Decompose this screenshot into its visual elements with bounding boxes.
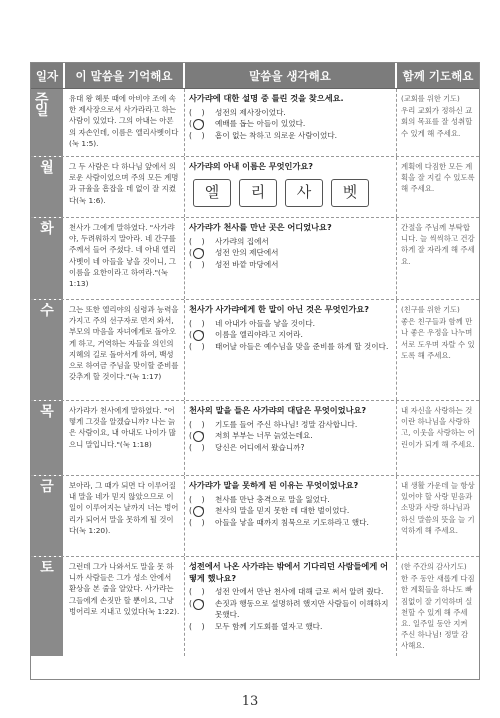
prayer-topic: (교회를 위한 기도) [401,94,460,103]
answer-blank[interactable]: ( ) [189,107,205,117]
answer-blank[interactable]: ( ) [189,130,205,140]
quiz-cell [185,557,397,656]
answer-text: 아들을 낳을 때까지 침묵으로 기도하라고 했다. [215,517,369,527]
answer-blank[interactable]: ( ) [189,318,205,328]
prayer-body: 우리 교회가 정하신 교회의 목표를 잘 성취할 수 있게 해 주세요. [401,106,473,138]
prayer-body: 한 주 동안 새롭게 다짐한 계획들을 하나도 빠짐없이 잘 기억하며 실천할 수 있게 해 주세요. 일주일 동안 지켜 주신 하나님! 정말 감사해요. [401,574,475,651]
scripture-text: 보아라, 그 때가 되면 다 이루어질 내 말을 네가 믿지 않았으므로 이 일이 이루어지는 날까지 너는 벙어리가 되어서 말을 못하게 될 것이다(눅 1:20). [65,476,185,556]
answer-blank[interactable]: ( ) [189,118,215,130]
quiz-question: 사가랴가 말을 못하게 된 이유는 무엇이었나요? [189,480,359,490]
quiz-cell [185,401,397,475]
answer-blank[interactable]: ( ) [189,419,205,429]
answer-option [189,442,392,454]
table-row [31,157,479,218]
prayer-body: 내 생활 가운데 늘 항상 있어야 할 사랑 믿음과 소망과 사랑 하나님과 하신 말씀의 뜻을 늘 기억하게 해 주세요. [401,481,475,535]
prayer-body: 내 자신을 사랑하는 것이란 하나님을 사랑하고, 이웃을 사랑하는 어린이가 되게 해 주세요. [401,406,475,449]
answer-option [189,259,392,271]
name-letter-box: 사 [285,179,323,207]
answer-option [189,118,392,130]
prayer-body: 계획에 다짐한 모든 계획을 잘 지킬 수 있도록 해 주세요. [401,162,475,194]
answer-blank[interactable]: ( ) [189,430,215,442]
answer-option [189,318,392,330]
answer-text: 모두 함께 기도회를 열자고 했다. [215,621,323,631]
answer-text: 성전 안의 제단에서 [215,248,279,258]
scripture-text: 천사가 그에게 말하였다. "사가랴야, 두려워하지 말아라. 네 간구를 주께서 들어 주셨다. 네 아내 엘리사벳이 네 아들을 낳을 것이니, 그 이름을 요한이라고 하여라."(눅 1:13) [65,218,185,299]
day-label: 금 [31,476,65,556]
quiz-question: 사가랴가 천사를 만난 곳은 어디었나요? [189,222,332,232]
header-think: 말씀을 생각해요 [185,63,397,88]
answer-blank[interactable]: ( ) [189,329,215,341]
answer-option [189,419,392,431]
day-label: 수 [31,300,65,400]
table-body [31,89,479,656]
table-row [31,300,479,401]
answer-blank[interactable]: ( ) [189,517,205,527]
answer-option [189,130,392,142]
answer-option [189,341,392,353]
answer-text: 당신은 어디에서 왔습니까? [215,442,305,452]
answer-option [189,236,392,248]
header-remember: 이 말씀을 기억해요 [65,63,185,88]
answer-option [189,517,392,529]
answer-option [189,247,392,259]
quiz-cell [185,476,397,556]
answer-option [189,586,392,598]
answer-text: 손짓과 행동으로 설명하려 했지만 사람들이 이해하지 못했다. [215,598,389,620]
prayer-text [397,89,479,156]
answer-text: 태어날 아들은 예수님을 맞을 준비를 하게 할 것이다. [215,341,389,351]
answer-text: 사가랴의 집에서 [215,236,269,246]
scripture-text: 그는 또한 엘리야의 심령과 능력을 가지고 주의 선구자로 먼저 와서, 부모의 마음을 자녀에게로 돌아오게 하고, 거역하는 자들을 의인의 지혜의 길로 돌아서게 하여, 백성으로 하여금 주님을 맞이할 준비를 갖추게 할 것이다."(눅 1:17) [65,300,185,400]
worksheet-table [30,62,480,680]
table-header [31,63,479,89]
answer-text: 기도를 들어 주신 하나님! 정말 감사합니다. [215,419,358,429]
answer-option [189,494,392,506]
prayer-text [397,157,479,217]
scripture-text: 유대 왕 헤롯 때에 아비야 조에 속한 제사장으로서 사가라라고 하는 사람이 있었다. 그의 아내는 아론의 자손인데, 이름은 엘리사벳이다(눅 1:5). [65,89,185,156]
quiz-question: 사가랴에 대한 설명 중 틀린 것을 찾으세요. [189,93,344,103]
answer-blank[interactable]: ( ) [189,598,215,621]
prayer-text [397,557,479,656]
answer-blank[interactable]: ( ) [189,259,205,269]
day-label: 월 [31,157,65,217]
answer-blank[interactable]: ( ) [189,442,205,452]
header-day: 일자 [31,63,65,88]
table-row [31,218,479,300]
day-label: 토 [31,557,65,656]
name-letter-box: 벳 [331,179,369,207]
answer-option [189,598,392,621]
quiz-cell [185,89,397,156]
answer-option [189,505,392,517]
answer-text: 네 아내가 아들을 낳을 것이다. [215,318,316,328]
header-pray: 함께 기도해요 [402,68,474,83]
scripture-text: 그 두 사람은 다 하나님 앞에서 의로운 사람이었으며 주의 모든 계명과 규율을 흠잡을 데 없이 잘 지켰다(눅 1:6). [65,157,185,217]
answer-text: 천사의 말을 믿지 못한 데 대한 벌이었다. [215,506,350,516]
prayer-text [397,476,479,556]
quiz-question: 천사가 사가랴에게 한 말이 아닌 것은 무엇인가요? [189,304,370,314]
answer-text: 저희 부부는 너무 늙었는데요. [215,431,313,441]
answer-option [189,621,392,633]
prayer-body: 간절을 주님께 부탁합니다. 늘 씩씩하고 건강하게 잘 자라게 해 주세요. [401,223,475,266]
prayer-text [397,218,479,299]
answer-blank[interactable]: ( ) [189,247,215,259]
answer-text: 성전 안에서 만난 천사에 대해 글로 써서 알려 줬다. [215,587,384,596]
answer-blank[interactable]: ( ) [189,494,205,504]
answer-option [189,430,392,442]
answer-text: 흠이 없는 착하고 의로운 사람이었다. [215,130,338,140]
answer-blank[interactable]: ( ) [189,621,205,631]
answer-blank[interactable]: ( ) [189,587,205,596]
prayer-body: 좋은 친구들과 함께 만나 좋은 우정을 나누며 서로 도우며 자랄 수 있도록 해 주세요. [401,317,475,360]
answer-blank[interactable]: ( ) [189,341,205,351]
quiz-question: 성전에서 나온 사가랴는 밖에서 기다리던 사람들에게 어떻게 했나요? [189,561,389,583]
table-row [31,557,479,656]
answer-text: 천사를 만난 충격으로 말을 잃었다. [215,494,330,504]
answer-text: 예배를 돕는 아들이 있었다. [215,119,306,129]
quiz-cell [185,218,397,299]
quiz-question: 천사의 말을 들은 사가랴의 대답은 무엇이었나요? [189,405,367,415]
table-row [31,476,479,557]
answer-option [189,329,392,341]
page-number: 13 [241,694,259,709]
name-letter-box: 엘 [193,179,231,207]
table-row [31,401,479,476]
answer-text: 성전의 제사장이었다. [215,107,286,117]
answer-blank[interactable]: ( ) [189,236,205,246]
scripture-text: 사가랴가 천사에게 말하였다. "어떻게 그것을 알겠습니까? 나는 늙은 사람이요, 내 아내도 나이가 많으니 말입니다."(눅 1:18) [65,401,185,475]
prayer-text [397,401,479,475]
prayer-text [397,300,479,400]
scripture-text: 그런데 그가 나와서도 말을 못 하니까 사람들은 그가 성소 안에서 환상을 본 줄을 알았다. 사가랴는 그들에게 손짓만 할 뿐이요, 그냥 벙어리로 지내고 있었다(눅 1:22). [65,557,185,656]
day-label: 주일 [31,89,65,156]
name-boxes [193,179,392,207]
name-letter-box: 리 [239,179,277,207]
answer-text: 이름을 엘리야라고 지어라. [215,330,303,340]
quiz-question: 사가랴의 아내 이름은 무엇인가요? [189,161,314,171]
quiz-cell [185,157,397,217]
quiz-cell [185,300,397,400]
answer-blank[interactable]: ( ) [189,505,215,517]
day-label: 목 [31,401,65,475]
day-label: 화 [31,218,65,299]
prayer-topic: (한 주간의 감사기도) [401,562,467,571]
prayer-topic: (친구를 위한 기도) [401,305,460,314]
table-row [31,89,479,157]
answer-option [189,107,392,119]
answer-text: 성전 바깥 마당에서 [215,259,279,269]
